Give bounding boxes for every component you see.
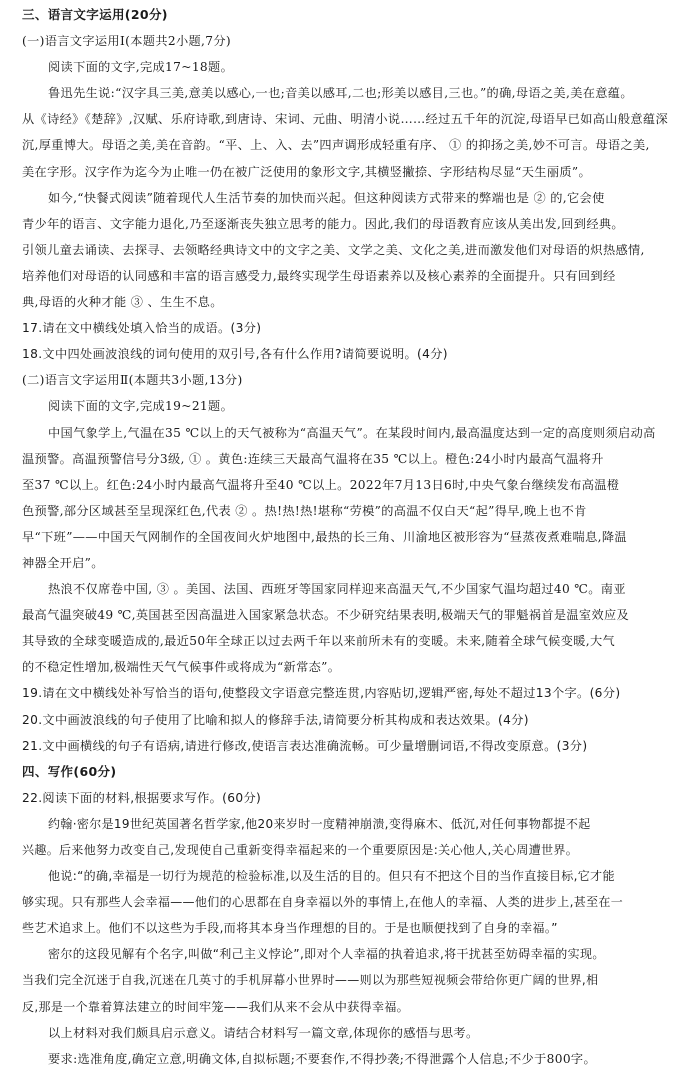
- passage-line: 其导致的全球变暖造成的,最近50年全球正以过去两千年以来前所未有的变暖。未来,随着全球气候变暖,大气: [22, 634, 616, 649]
- material-line: 兴趣。后来他努力改变自己,发现使自己重新变得幸福起来的一个重要原因是:关心他人,关心周遭世界。: [22, 843, 579, 857]
- question-22: 22.阅读下面的材料,根据要求写作。(60分): [22, 790, 262, 805]
- material-line: 他说:“的确,幸福是一切行为规范的检验标准,以及生活的目的。但只有不把这个目的当作直接目标,它才能: [48, 869, 615, 884]
- passage-line: 鲁迅先生说:“汉字具三美,意美以感心,一也;音美以感耳,二也;形美以感目,三也。”的确,母语之美,美在意蕴。: [48, 86, 633, 101]
- reading-instruction-17-18: 阅读下面的文字,完成17~18题。: [48, 60, 234, 75]
- question-20: 20.文中画波浪线的句子使用了比喻和拟人的修辞手法,请简要分析其构成和表达效果。(4分): [22, 712, 529, 727]
- reading-instruction-19-21: 阅读下面的文字,完成19~21题。: [48, 399, 234, 414]
- passage-line: 培养他们对母语的认同感和丰富的语言感受力,最终实现学生母语素养以及核心素养的全面提升。只有回到经: [22, 268, 616, 283]
- subsection-heading-language-use-1: (一)语言文字运用Ⅰ(本题共2小题,7分): [22, 34, 232, 49]
- material-line: 密尔的这段见解有个名字,叫做“利己主义悖论”,即对个人幸福的执着追求,将干扰甚至妨碍幸福的实现。: [48, 947, 605, 962]
- passage-line: 最高气温突破49 ℃,英国甚至因高温进入国家紧急状态。不少研究结果表明,极端天气的罪魁祸首是温室效应及: [22, 608, 630, 623]
- question-19: 19.请在文中横线处补写恰当的语句,使整段文字语意完整连贯,内容贴切,逻辑严密,每处不超过13个字。(6分): [22, 686, 621, 701]
- passage-line: 如今,“快餐式阅读”随着现代人生活节奏的加快而兴起。但这种阅读方式带来的弊端也是 ② 的,它会使: [48, 190, 605, 205]
- passage-line: 的不稳定性增加,极端性天气气候事件或将成为“新常态”。: [22, 660, 341, 675]
- passage-line: 热浪不仅席卷中国, ③ 。美国、法国、西班牙等国家同样迎来高温天气,不少国家气温均超过40 ℃。南亚: [48, 582, 626, 597]
- passage-line: 青少年的语言、文字能力退化,乃至逐渐丧失独立思考的能力。因此,我们的母语教育应该从美出发,回到经典。: [22, 216, 624, 231]
- passage-line: 神器全开启”。: [22, 555, 104, 570]
- writing-prompt: 以上材料对我们颇具启示意义。请结合材料写一篇文章,体现你的感悟与思考。: [48, 1025, 479, 1040]
- passage-line: 中国气象学上,气温在35 ℃以上的天气被称为“高温天气”。在某段时间内,最高温度达到一定的高度则须启动高: [48, 425, 656, 440]
- passage-line: 引领儿童去诵读、去探寻、去领略经典诗文中的文字之美、文学之美、文化之美,进而激发他们对母语的炽热感情,: [22, 242, 645, 257]
- passage-line: 典,母语的火种才能 ③ 、生生不息。: [22, 295, 223, 310]
- passage-line: 温预警。高温预警信号分3级, ① 。黄色:连续三天最高气温将在35 ℃以上。橙色:24小时内最高气温将升: [22, 451, 604, 466]
- question-17: 17.请在文中横线处填入恰当的成语。(3分): [22, 321, 262, 336]
- passage-line: 从《诗经》《楚辞》,汉赋、乐府诗歌,到唐诗、宋词、元曲、明清小说……经过五千年的沉淀,母语早已如高山般意蕴深: [22, 112, 668, 127]
- section-heading-language-use: 三、语言文字运用(20分): [22, 7, 168, 22]
- passage-line: 色预警,部分区域甚至呈现深红色,代表 ② 。热!热!热!堪称“劳模”的高温不仅白天“起”得早,晚上也不肯: [22, 503, 587, 518]
- material-line: 当我们完全沉迷于自我,沉迷在几英寸的手机屏幕小世界时——则以为那些短视频会带给你更广阔的世界,相: [22, 973, 599, 988]
- material-line: 够实现。只有那些人会幸福——他们的心思都在自身幸福以外的事情上,在他人的幸福、人类的进步上,甚至在一: [22, 895, 624, 910]
- passage-line: 美在字形。汉字作为迄今为止唯一仍在被广泛使用的象形文字,其横竖撇捺、字形结构尽显“天生丽质”。: [22, 164, 592, 179]
- material-line: 些艺术追求上。他们不以这些为手段,而将其本身当作理想的目的。于是也顺便找到了自身的幸福。”: [22, 921, 558, 936]
- writing-requirements: 要求:选准角度,确定立意,明确文体,自拟标题;不要套作,不得抄袭;不得泄露个人信息;不少于800字。: [48, 1051, 596, 1066]
- passage-line: 沉,厚重博大。母语之美,美在音韵。“平、上、入、去”四声调形成轻重有序、 ① 的抑扬之美,妙不可言。母语之美,: [22, 138, 650, 153]
- passage-line: 早“下班”——中国天气网制作的全国夜间火炉地图中,最热的长三角、川渝地区被形容为“昼蒸夜煮难喘息,降温: [22, 529, 627, 544]
- question-18: 18.文中四处画波浪线的词句使用的双引号,各有什么作用?请简要说明。(4分): [22, 347, 448, 362]
- question-21: 21.文中画横线的句子有语病,请进行修改,使语言表达准确流畅。可少量增删词语,不得改变原意。(3分): [22, 738, 588, 753]
- material-line: 反,那是一个靠着算法建立的时间牢笼——我们从来不会从中获得幸福。: [22, 999, 410, 1014]
- section-heading-writing: 四、写作(60分): [22, 763, 117, 779]
- material-line: 约翰·密尔是19世纪英国著名哲学家,他20来岁时一度精神崩溃,变得麻木、低沉,对任何事物都提不起: [48, 816, 591, 831]
- passage-line: 至37 ℃以上。红色:24小时内最高气温将升至40 ℃以上。2022年7月13日6时,中央气象台继续发布高温橙: [22, 477, 620, 492]
- subsection-heading-language-use-2: (二)语言文字运用Ⅱ(本题共3小题,13分): [22, 373, 243, 388]
